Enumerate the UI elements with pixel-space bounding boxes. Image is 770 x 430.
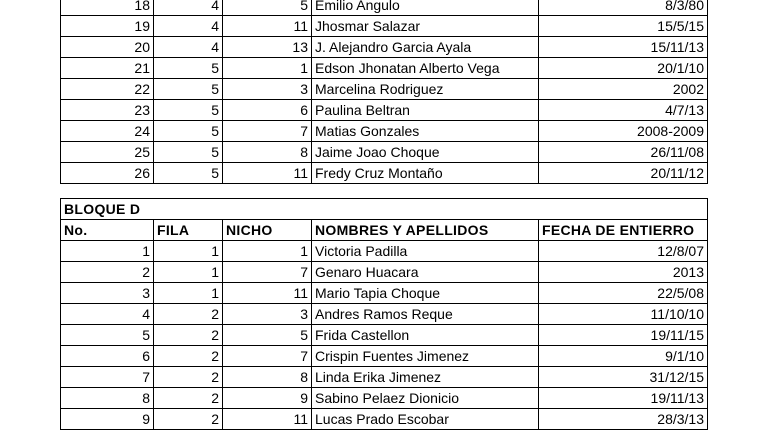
table-row (61, 325, 708, 346)
cell-no: 3 (61, 283, 154, 304)
table-row (61, 409, 708, 430)
table-row (61, 367, 708, 388)
block-title-row (61, 199, 708, 220)
cell-fecha: 12/8/07 (539, 241, 708, 262)
cell-nicho: 3 (223, 79, 312, 100)
cell-nombre: Edson Jhonatan Alberto Vega (312, 58, 539, 79)
cell-nicho: 8 (223, 367, 312, 388)
cell-no: 1 (61, 241, 154, 262)
cell-nombre: Genaro Huacara (312, 262, 539, 283)
table-row (61, 142, 708, 163)
cell-nicho: 11 (223, 163, 312, 184)
cell-fila: 1 (154, 241, 223, 262)
cell-nombre: J. Alejandro Garcia Ayala (312, 37, 539, 58)
cell-fila: 5 (154, 163, 223, 184)
cell-nombre: Jaime Joao Choque (312, 142, 539, 163)
cell-no: 2 (61, 262, 154, 283)
cell-nombre: Sabino Pelaez Dionicio (312, 388, 539, 409)
block-c-table-body (61, 0, 708, 184)
table-row (61, 16, 708, 37)
cell-fecha: 20/1/10 (539, 58, 708, 79)
cell-fecha: 8/3/80 (539, 0, 708, 16)
cell-no: 7 (61, 367, 154, 388)
cell-fila: 5 (154, 58, 223, 79)
cell-nicho: 11 (223, 283, 312, 304)
cell-no: 26 (61, 163, 154, 184)
table-row (61, 37, 708, 58)
cell-fecha: 2002 (539, 79, 708, 100)
column-header-fecha: FECHA DE ENTIERRO (539, 220, 708, 241)
table-row (61, 0, 708, 16)
block-c-table-section (60, 0, 707, 184)
cell-nombre: Linda Erika Jimenez (312, 367, 539, 388)
cell-nicho: 1 (223, 58, 312, 79)
cell-nombre: Victoria Padilla (312, 241, 539, 262)
cell-nombre: Andres Ramos Reque (312, 304, 539, 325)
cell-no: 22 (61, 79, 154, 100)
table-row (61, 388, 708, 409)
cell-nombre: Mario Tapia Choque (312, 283, 539, 304)
cell-nombre: Jhosmar Salazar (312, 16, 539, 37)
cell-fila: 2 (154, 346, 223, 367)
cell-nicho: 7 (223, 346, 312, 367)
cell-fila: 5 (154, 79, 223, 100)
cell-no: 19 (61, 16, 154, 37)
cell-no: 21 (61, 58, 154, 79)
table-row (61, 283, 708, 304)
column-header-nombres: NOMBRES Y APELLIDOS (312, 220, 539, 241)
cell-nombre: Marcelina Rodriguez (312, 79, 539, 100)
column-header-no: No. (61, 220, 154, 241)
cell-nicho: 3 (223, 304, 312, 325)
cell-nombre: Fredy Cruz Montaño (312, 163, 539, 184)
cell-nicho: 5 (223, 325, 312, 346)
cell-nombre: Matias Gonzales (312, 121, 539, 142)
block-d-table-body (61, 199, 708, 430)
table-row (61, 79, 708, 100)
table-row (61, 262, 708, 283)
table-row (61, 100, 708, 121)
cell-fecha: 15/5/15 (539, 16, 708, 37)
cell-no: 8 (61, 388, 154, 409)
cell-fecha: 28/3/13 (539, 409, 708, 430)
block-c-table (60, 0, 708, 184)
cell-fila: 2 (154, 388, 223, 409)
table-row (61, 163, 708, 184)
cell-fecha: 9/1/10 (539, 346, 708, 367)
cell-fecha: 2013 (539, 262, 708, 283)
cell-no: 5 (61, 325, 154, 346)
cell-fecha: 11/10/10 (539, 304, 708, 325)
table-row (61, 58, 708, 79)
cell-nicho: 1 (223, 241, 312, 262)
cell-fecha: 15/11/13 (539, 37, 708, 58)
cell-no: 23 (61, 100, 154, 121)
cell-fila: 2 (154, 304, 223, 325)
cell-nombre: Lucas Prado Escobar (312, 409, 539, 430)
column-header-fila: FILA (154, 220, 223, 241)
cell-nombre: Crispin Fuentes Jimenez (312, 346, 539, 367)
cell-fila: 5 (154, 121, 223, 142)
cell-fila: 2 (154, 409, 223, 430)
cell-fila: 4 (154, 37, 223, 58)
cell-nombre: Paulina Beltran (312, 100, 539, 121)
table-row (61, 304, 708, 325)
cell-nicho: 11 (223, 16, 312, 37)
cell-no: 18 (61, 0, 154, 16)
cell-no: 20 (61, 37, 154, 58)
cell-nicho: 11 (223, 409, 312, 430)
cell-fila: 5 (154, 100, 223, 121)
table-row (61, 346, 708, 367)
block-title: BLOQUE D (61, 199, 708, 220)
cell-fila: 5 (154, 142, 223, 163)
cell-fila: 4 (154, 0, 223, 16)
cell-no: 25 (61, 142, 154, 163)
cell-nicho: 8 (223, 142, 312, 163)
cell-fecha: 26/11/08 (539, 142, 708, 163)
cell-fila: 2 (154, 325, 223, 346)
cell-fecha: 22/5/08 (539, 283, 708, 304)
cell-fecha: 19/11/15 (539, 325, 708, 346)
cell-nicho: 6 (223, 100, 312, 121)
cell-fecha: 20/11/12 (539, 163, 708, 184)
cell-nicho: 7 (223, 262, 312, 283)
cell-nicho: 13 (223, 37, 312, 58)
cell-fecha: 2008-2009 (539, 121, 708, 142)
cell-fila: 1 (154, 262, 223, 283)
cell-no: 6 (61, 346, 154, 367)
cell-fecha: 31/12/15 (539, 367, 708, 388)
cell-no: 4 (61, 304, 154, 325)
cell-nicho: 9 (223, 388, 312, 409)
cell-fila: 1 (154, 283, 223, 304)
table-row (61, 241, 708, 262)
cell-nombre: Emilio Angulo (312, 0, 539, 16)
cell-fila: 4 (154, 16, 223, 37)
table-row (61, 121, 708, 142)
cell-no: 24 (61, 121, 154, 142)
block-d-table (60, 198, 708, 430)
block-d-table-section (60, 198, 707, 430)
cell-fecha: 4/7/13 (539, 100, 708, 121)
cell-no: 9 (61, 409, 154, 430)
column-header-nicho: NICHO (223, 220, 312, 241)
cell-nombre: Frida Castellon (312, 325, 539, 346)
cell-nicho: 5 (223, 0, 312, 16)
cell-fecha: 19/11/13 (539, 388, 708, 409)
cell-nicho: 7 (223, 121, 312, 142)
cell-fila: 2 (154, 367, 223, 388)
table-header-row (61, 220, 708, 241)
